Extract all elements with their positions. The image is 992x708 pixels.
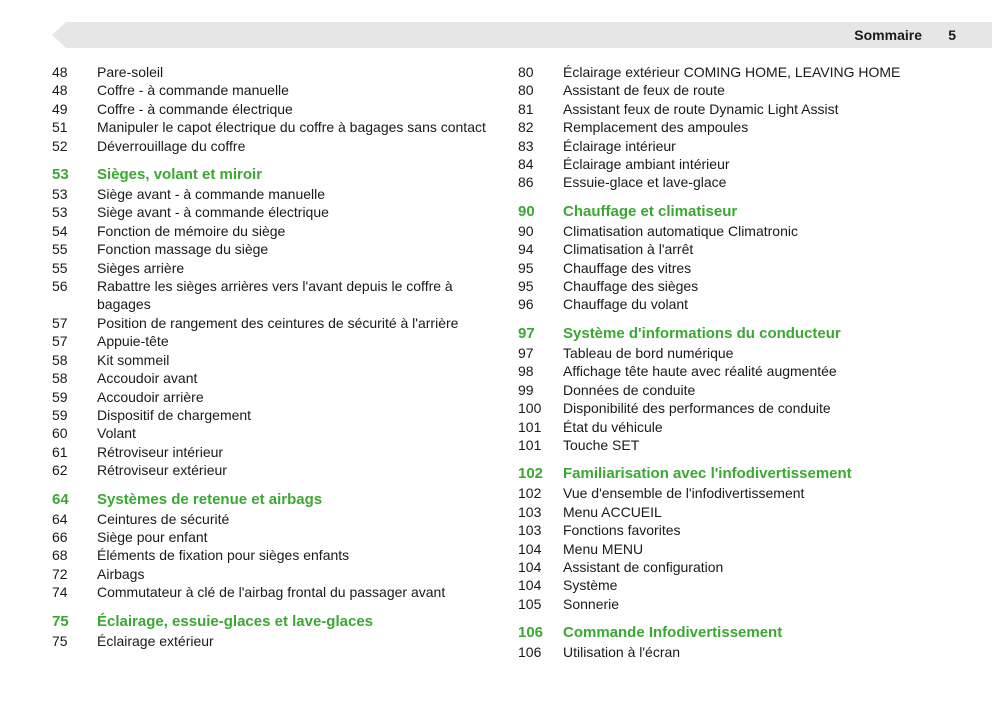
toc-entry-title: Menu ACCUEIL — [563, 503, 662, 520]
toc-entry-title: Assistant de feux de route — [563, 82, 725, 99]
toc-entry-title: Siège avant - à commande électrique — [97, 204, 329, 221]
toc-entry-title: Rétroviseur intérieur — [97, 443, 224, 460]
toc-section-heading[interactable] — [52, 491, 502, 509]
toc-page-number: 81 — [518, 100, 534, 117]
toc-entry-title: Données de conduite — [563, 381, 696, 398]
toc-entry[interactable] — [518, 155, 958, 173]
toc-entry-title: Assistant de configuration — [563, 558, 724, 575]
toc-page-number: 59 — [52, 406, 68, 423]
toc-entry-title: Chauffage des sièges — [563, 278, 699, 295]
toc-entry-title: Éclairage ambiant intérieur — [563, 156, 730, 173]
toc-page-number: 51 — [52, 119, 68, 136]
toc-page-number: 98 — [518, 363, 534, 380]
toc-page-number: 74 — [52, 584, 68, 601]
toc-entry[interactable] — [52, 351, 502, 369]
toc-page-number: 83 — [518, 137, 534, 154]
toc-entry[interactable] — [52, 240, 502, 258]
toc-page-number: 80 — [518, 64, 534, 80]
toc-entry[interactable] — [52, 632, 502, 650]
toc-page-number: 62 — [52, 462, 68, 479]
toc-page-number: 60 — [52, 425, 68, 442]
toc-entry[interactable] — [52, 388, 502, 406]
toc-entry-title: Climatisation automatique Climatronic — [563, 222, 798, 239]
toc-page-number: 58 — [52, 370, 68, 387]
toc-entry[interactable] — [518, 436, 958, 454]
toc-entry[interactable] — [518, 100, 958, 118]
toc-entry[interactable] — [518, 558, 958, 576]
toc-entry-title: Sonnerie — [563, 595, 620, 612]
toc-section-heading[interactable] — [518, 203, 958, 221]
toc-entry[interactable] — [518, 173, 958, 191]
toc-page-number: 66 — [52, 528, 68, 545]
toc-entry-title: Chauffage du volant — [563, 296, 689, 313]
toc-entry-title: Manipuler le capot électrique du coffre à bagages sans contact — [97, 119, 486, 136]
toc-page-number: 49 — [52, 100, 68, 117]
toc-entry[interactable] — [52, 546, 502, 564]
toc-entry-title: Éclairage, essuie-glaces et lave-glaces — [97, 612, 373, 630]
toc-entry[interactable] — [518, 540, 958, 558]
toc-entry-title: Siège avant - à commande manuelle — [97, 186, 326, 203]
toc-entry-title: Déverrouillage du coffre — [97, 137, 246, 154]
toc-entry-title: Rabattre les sièges arrières vers l'avant depuis le coffre à bagages — [97, 278, 453, 313]
toc-entry[interactable] — [518, 381, 958, 399]
toc-page-number: 61 — [52, 443, 68, 460]
toc-right-column — [518, 63, 958, 662]
toc-entry[interactable] — [52, 277, 502, 314]
toc-page-number: 101 — [518, 436, 542, 453]
toc-entry-title: Systèmes de retenue et airbags — [97, 490, 323, 508]
toc-entry-title: Airbags — [97, 565, 145, 582]
toc-section-heading[interactable] — [52, 613, 502, 631]
toc-entry-title: Appuie-tête — [97, 333, 169, 350]
toc-page-number: 80 — [518, 82, 534, 99]
toc-entry-title: Éclairage extérieur — [97, 632, 214, 649]
toc-section-heading[interactable] — [518, 325, 958, 343]
toc-page-number: 75 — [52, 632, 68, 649]
toc-left-column — [52, 63, 502, 650]
toc-entry[interactable] — [52, 332, 502, 350]
toc-entry[interactable] — [518, 399, 958, 417]
toc-entry[interactable] — [518, 576, 958, 594]
toc-entry[interactable] — [52, 222, 502, 240]
toc-page-number: 54 — [52, 222, 68, 239]
toc-entry-title: Kit sommeil — [97, 351, 170, 368]
toc-page-number: 90 — [518, 202, 535, 220]
toc-page-number: 58 — [52, 351, 68, 368]
toc-entry[interactable] — [52, 118, 502, 136]
toc-page-number: 53 — [52, 204, 68, 221]
toc-entry[interactable] — [52, 424, 502, 442]
toc-entry[interactable] — [518, 63, 958, 81]
toc-page-number: 106 — [518, 644, 542, 661]
toc-entry-title: Accoudoir avant — [97, 370, 198, 387]
toc-entry-title: Fonctions favorites — [563, 522, 681, 539]
toc-page-number: 95 — [518, 259, 534, 276]
toc-entry[interactable] — [52, 369, 502, 387]
toc-entry[interactable] — [52, 137, 502, 155]
toc-page-number: 94 — [518, 241, 534, 258]
toc-entry[interactable] — [518, 362, 958, 380]
toc-entry[interactable] — [518, 295, 958, 313]
toc-entry-title: Système d'informations du conducteur — [563, 324, 841, 342]
toc-entry-title: Climatisation à l'arrêt — [563, 241, 694, 258]
toc-section-heading[interactable] — [518, 465, 958, 483]
toc-entry[interactable] — [518, 81, 958, 99]
toc-page-number: 59 — [52, 388, 68, 405]
toc-page-number: 57 — [52, 333, 68, 350]
toc-entry-title: Sièges arrière — [97, 259, 185, 276]
toc-page-number: 84 — [518, 156, 534, 173]
toc-page-number: 53 — [52, 166, 69, 184]
toc-entry[interactable] — [518, 503, 958, 521]
toc-entry-title: Utilisation à l'écran — [563, 644, 681, 661]
toc-entry-title: Fonction de mémoire du siège — [97, 222, 286, 239]
toc-entry-title: Volant — [97, 425, 136, 442]
toc-page-number: 104 — [518, 540, 542, 557]
toc-entry-title: Éléments de fixation pour sièges enfants — [97, 547, 350, 564]
toc-section-heading[interactable] — [52, 166, 502, 184]
toc-entry[interactable] — [518, 344, 958, 362]
toc-entry[interactable] — [52, 259, 502, 277]
toc-page-number: 72 — [52, 565, 68, 582]
toc-page-number: 100 — [518, 400, 542, 417]
toc-entry[interactable] — [52, 565, 502, 583]
toc-page-number: 82 — [518, 119, 534, 136]
toc-entry[interactable] — [518, 222, 958, 240]
toc-entry[interactable] — [52, 314, 502, 332]
toc-entry-title: Familiarisation avec l'infodivertissement — [563, 465, 852, 483]
toc-entry[interactable] — [518, 484, 958, 502]
toc-page-number: 48 — [52, 64, 68, 80]
toc-entry[interactable] — [52, 203, 502, 221]
toc-entry-title: Éclairage intérieur — [563, 137, 676, 154]
toc-entry-title: Accoudoir arrière — [97, 388, 204, 405]
toc-entry[interactable] — [518, 137, 958, 155]
toc-page-number: 64 — [52, 490, 69, 508]
toc-entry-title: État du véhicule — [563, 418, 663, 435]
toc-section-heading[interactable] — [518, 624, 958, 642]
toc-page-number: 102 — [518, 465, 544, 483]
toc-entry[interactable] — [52, 461, 502, 479]
toc-entry-title: Tableau de bord numérique — [563, 344, 734, 361]
toc-entry[interactable] — [52, 443, 502, 461]
toc-entry-title: Disponibilité des performances de conduite — [563, 400, 831, 417]
toc-entry-title: Assistant feux de route Dynamic Light Assist — [563, 100, 839, 117]
toc-page-number: 90 — [518, 222, 534, 239]
toc-entry-title: Chauffage et climatiseur — [563, 202, 738, 220]
toc-entry-title: Position de rangement des ceintures de sécurité à l'arrière — [97, 314, 459, 331]
toc-entry-title: Chauffage des vitres — [563, 259, 692, 276]
toc-page-number: 95 — [518, 278, 534, 295]
toc-entry[interactable] — [518, 277, 958, 295]
toc-entry[interactable] — [518, 240, 958, 258]
toc-entry-title: Coffre - à commande électrique — [97, 100, 293, 117]
toc-page-number: 97 — [518, 324, 535, 342]
toc-entry-title: Coffre - à commande manuelle — [97, 82, 289, 99]
toc-entry[interactable] — [52, 528, 502, 546]
toc-entry[interactable] — [52, 185, 502, 203]
toc-page-number: 102 — [518, 485, 542, 502]
page-number: 5 — [948, 27, 956, 43]
toc-entry[interactable] — [518, 643, 958, 661]
toc-page-number: 101 — [518, 418, 542, 435]
toc-page-number: 96 — [518, 296, 534, 313]
toc-entry-title: Dispositif de chargement — [97, 406, 252, 423]
toc-page-number: 53 — [52, 186, 68, 203]
toc-entry[interactable] — [518, 521, 958, 539]
toc-page-number: 105 — [518, 595, 542, 612]
toc-page-number: 97 — [518, 344, 534, 361]
toc-page-number: 75 — [52, 612, 69, 630]
toc-entry[interactable] — [52, 406, 502, 424]
toc-page-number: 103 — [518, 522, 542, 539]
toc-entry-title: Système — [563, 577, 618, 594]
toc-page-number: 52 — [52, 137, 68, 154]
toc-entry-title: Ceintures de sécurité — [97, 510, 230, 527]
toc-page-number: 99 — [518, 381, 534, 398]
toc-page-number: 64 — [52, 510, 68, 527]
toc-entry-title: Rétroviseur extérieur — [97, 462, 227, 479]
toc-entry[interactable] — [52, 63, 502, 81]
header-bar — [52, 22, 992, 48]
toc-entry[interactable] — [518, 259, 958, 277]
toc-entry-title: Vue d'ensemble de l'infodivertissement — [563, 485, 805, 502]
toc-entry[interactable] — [52, 583, 502, 601]
toc-entry-title: Éclairage extérieur COMING HOME, LEAVING HOME — [563, 64, 901, 80]
toc-page-number: 57 — [52, 314, 68, 331]
toc-page-number: 106 — [518, 624, 544, 642]
toc-page-number: 55 — [52, 259, 68, 276]
toc-entry[interactable] — [518, 595, 958, 613]
toc-page-number: 103 — [518, 503, 542, 520]
toc-entry-title: Affichage tête haute avec réalité augmentée — [563, 363, 837, 380]
toc-page-number: 56 — [52, 278, 68, 295]
toc-entry[interactable] — [52, 81, 502, 99]
toc-entry[interactable] — [518, 118, 958, 136]
toc-entry-title: Remplacement des ampoules — [563, 119, 749, 136]
toc-entry-title: Commande Infodivertissement — [563, 624, 783, 642]
toc-page-number: 86 — [518, 174, 534, 191]
toc-entry-title: Essuie-glace et lave-glace — [563, 174, 727, 191]
toc-entry-title: Pare-soleil — [97, 64, 164, 80]
toc-entry[interactable] — [52, 510, 502, 528]
toc-page-number: 104 — [518, 558, 542, 575]
toc-entry-title: Commutateur à clé de l'airbag frontal du passager avant — [97, 584, 446, 601]
toc-entry[interactable] — [518, 418, 958, 436]
toc-page-number: 104 — [518, 577, 542, 594]
toc-entry[interactable] — [52, 100, 502, 118]
toc-entry-title: Menu MENU — [563, 540, 644, 557]
page-title: Sommaire — [854, 27, 922, 43]
toc-entry-title: Touche SET — [563, 436, 640, 453]
toc-page-number: 55 — [52, 241, 68, 258]
toc-entry-title: Fonction massage du siège — [97, 241, 269, 258]
toc-page-number: 48 — [52, 82, 68, 99]
toc-page-number: 68 — [52, 547, 68, 564]
toc-entry-title: Siège pour enfant — [97, 528, 208, 545]
toc-entry-title: Sièges, volant et miroir — [97, 166, 263, 184]
